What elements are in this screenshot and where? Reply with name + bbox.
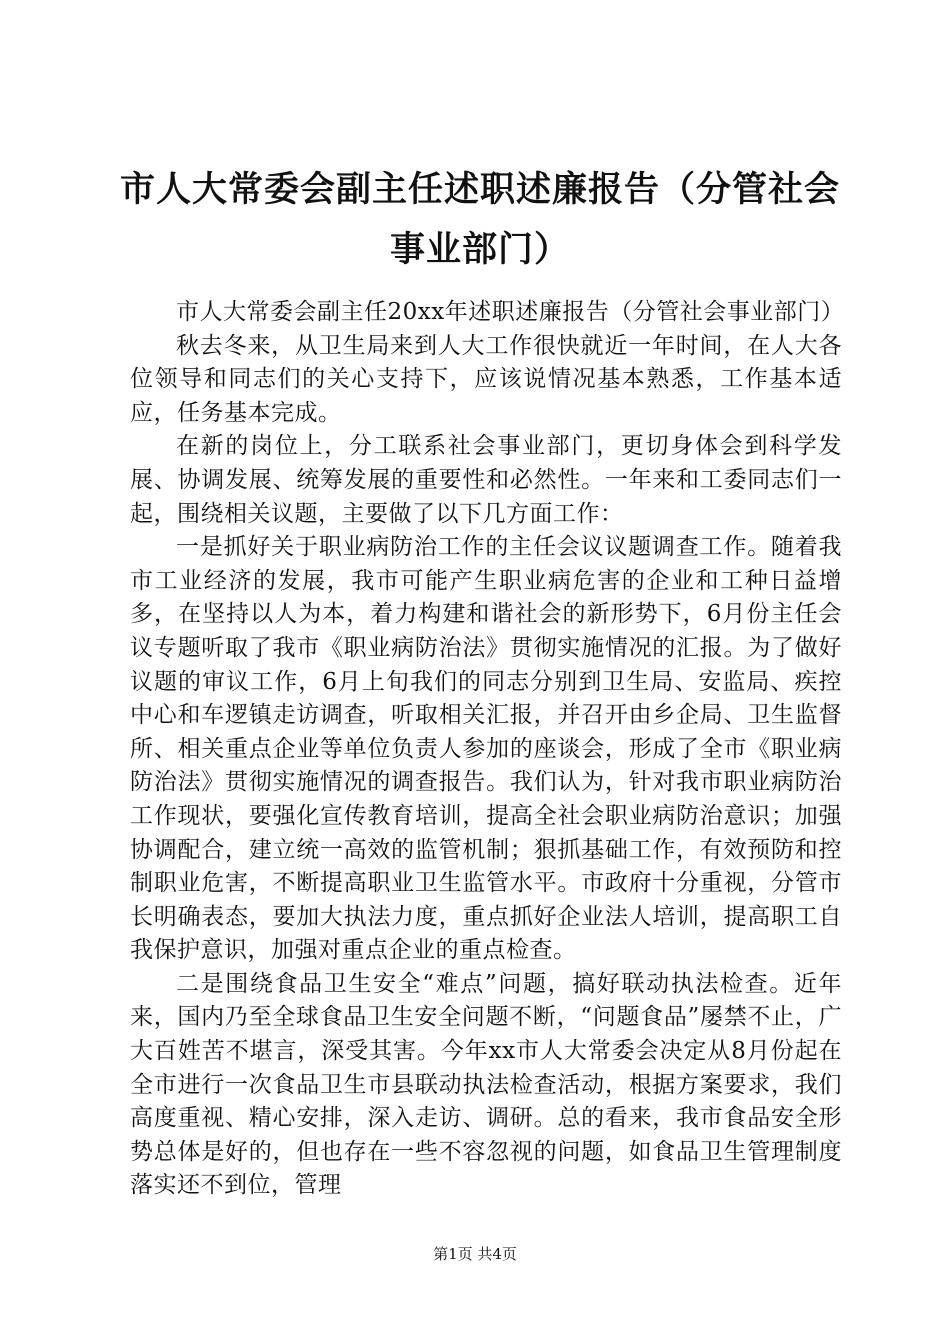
paragraph-item-1: 一是抓好关于职业病防治工作的主任会议议题调查工作。随着我市工业经济的发展，我市可能产生职业病危害的企业和工种日益增多，在坚持以人为本，着力构建和谐社会的新形势下，6月份主任会议专题听取了我市《职业病防治法》贯彻实施情况的汇报。为了做好议题的审议工作，6月上旬我们的同志分别到卫生局、安监局、疾控中心和车逻镇走访调查，听取相关汇报，并召开由乡企局、卫生监督所、相关重点企业等单位负责人参加的座谈会，形成了全市《职业病防治法》贯彻实施情况的调查报告。我们认为，针对我市职业病防治工作现状，要强化宣传教育培训，提高全社会职业病防治意识；加强协调配合，建立统一高效的监管机制；狠抓基础工作，有效预防和控制职业危害，不断提高职业卫生监管水平。市政府十分重视，分管市长明确表态，要加大执法力度，重点抓好企业法人培训，提高职工自我保护意识，加强对重点企业的重点检查。 [130, 534, 842, 964]
page-number-footer: 第1页 共4页 [433, 1245, 517, 1263]
document-title [100, 160, 860, 280]
title-line-2: 事业部门） [389, 229, 570, 270]
document-body [130, 296, 845, 1203]
paragraph-overview: 在新的岗位上，分工联系社会事业部门，更切身体会到科学发展、协调发展、统筹发展的重要性和必然性。一年来和工委同志们一起，围绕相关议题，主要做了以下几方面工作： [130, 433, 842, 527]
paragraph-intro: 秋去冬来，从卫生局来到人大工作很快就近一年时间，在人大各位领导和同志们的关心支持下，应该说情况基本熟悉，工作基本适应，任务基本完成。 [130, 332, 842, 426]
paragraph-subtitle: 市人大常委会副主任20xx年述职述廉报告（分管社会事业部门） [176, 299, 845, 325]
title-line-1: 市人大常委会副主任述职述廉报告（分管社会 [119, 169, 840, 210]
paragraph-item-2: 二是围绕食品卫生安全“难点”问题，搞好联动执法检查。近年来，国内乃至全球食品卫生安全问题不断，“问题食品”屡禁不止，广大百姓苦不堪言，深受其害。今年xx市人大常委会决定从8月份起在全市进行一次食品卫生市县联动执法检查活动，根据方案要求，我们高度重视、精心安排，深入走访、调研。总的看来，我市食品安全形势总体是好的，但也存在一些不容忽视的问题，如食品卫生管理制度落实还不到位，管理 [130, 970, 842, 1199]
